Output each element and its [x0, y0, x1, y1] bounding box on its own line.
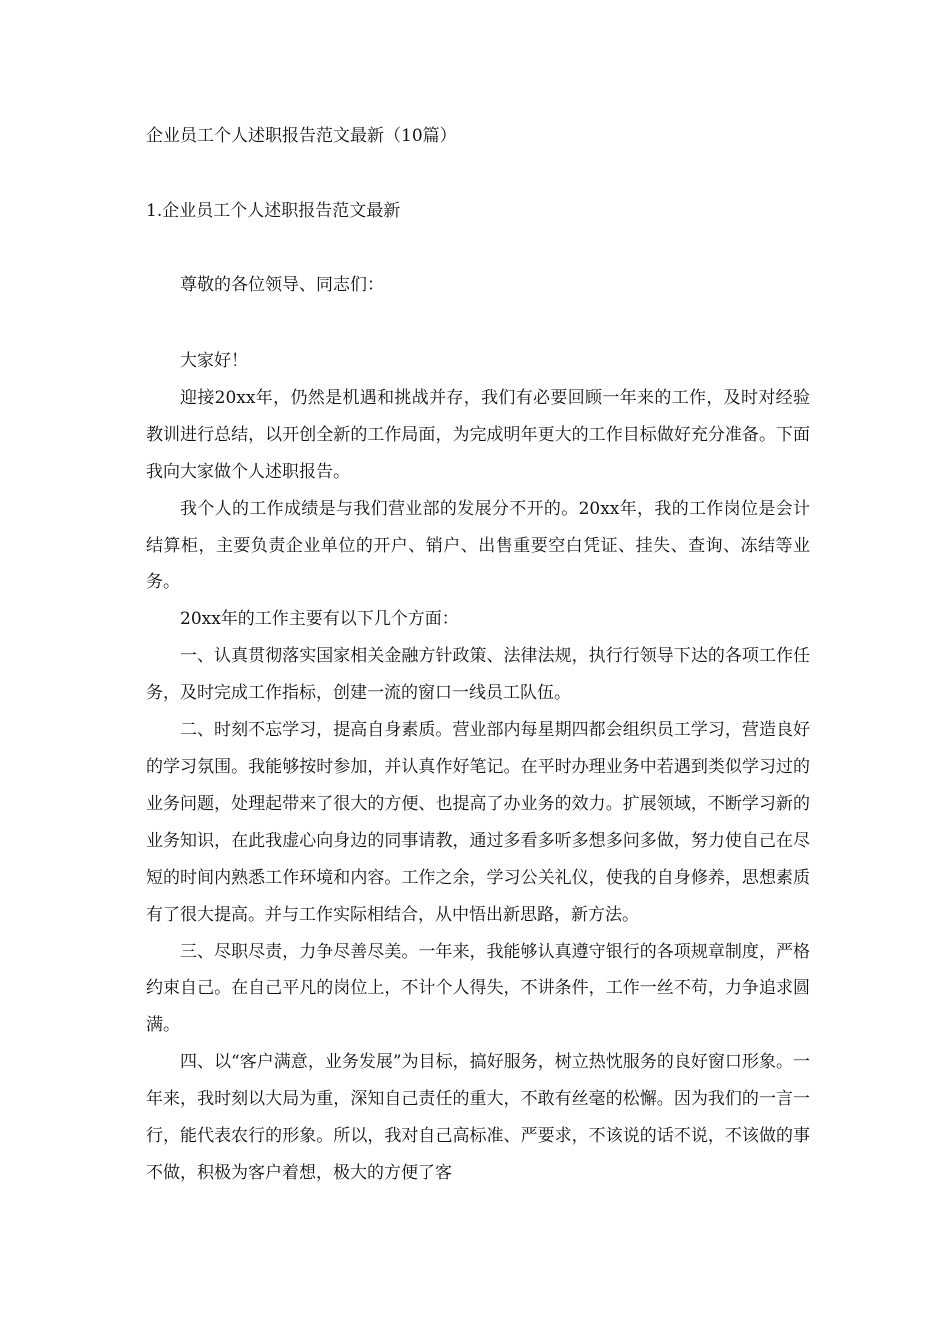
document-title: 企业员工个人述职报告范文最新（10篇）	[146, 126, 457, 146]
paragraph-point-three: 三、尽职尽责，力争尽善尽美。一年来，我能够认真遵守银行的各项规章制度，严格约束自己。在自己平凡的岗位上，不计个人得失，不讲条件，工作一丝不苟，力争追求圆满。	[146, 941, 810, 1036]
paragraph-point-four: 四、以“客户满意，业务发展”为目标，搞好服务，树立热忱服务的良好窗口形象。一年来，我时刻以大局为重，深知自己责任的重大，不敢有丝毫的松懈。因为我们的一言一行，能代表农行的形象。所以，我对自己高标准、严要求，不该说的话不说，不该做的事不做，积极为客户着想，极大的方便了客	[146, 1052, 810, 1183]
paragraph-point-two: 二、时刻不忘学习，提高自身素质。营业部内每星期四都会组织员工学习，营造良好的学习氛围。我能够按时参加，并认真作好笔记。在平时办理业务中若遇到类似学习过的业务问题，处理起带来了很大的方便、也提高了办业务的效力。扩展领域，不断学习新的业务知识，在此我虚心向身边的同事请教，通过多看多听多想多问多做，努力使自己在尽短的时间内熟悉工作环境和内容。工作之余，学习公关礼仪，使我的自身修养，思想素质有了很大提高。并与工作实际相结合，从中悟出新思路，新方法。	[146, 720, 810, 925]
salutation: 尊敬的各位领导、同志们：	[180, 275, 384, 295]
paragraph-greeting: 大家好！	[180, 351, 248, 371]
paragraph-point-one: 一、认真贯彻落实国家相关金融方针政策、法律法规，执行行领导下达的各项工作任务，及时完成工作指标，创建一流的窗口一线员工队伍。	[146, 646, 810, 704]
paragraph-position: 我个人的工作成绩是与我们营业部的发展分不开的。20xx年，我的工作岗位是会计结算柜，主要负责企业单位的开户、销户、出售重要空白凭证、挂失、查询、冻结等业务。	[146, 498, 810, 593]
section-heading: 1.企业员工个人述职报告范文最新	[146, 201, 401, 221]
paragraph-work-intro: 20xx年的工作主要有以下几个方面：	[180, 609, 459, 630]
paragraph-opening: 迎接20xx年，仍然是机遇和挑战并存，我们有必要回顾一年来的工作，及时对经验教训进行总结，以开创全新的工作局面，为完成明年更大的工作目标做好充分准备。下面我向大家做个人述职报告。	[146, 387, 810, 482]
body-text	[146, 343, 810, 1192]
